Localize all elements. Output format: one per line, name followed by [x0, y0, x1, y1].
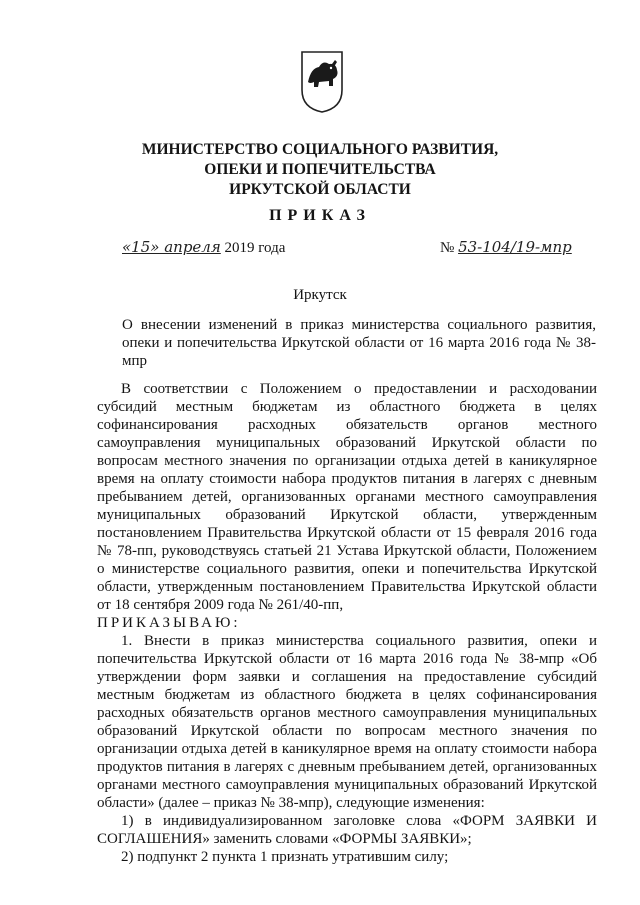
ministry-name-line2: ОПЕКИ И ПОПЕЧИТЕЛЬСТВА	[204, 161, 436, 178]
order-body	[97, 380, 597, 866]
handwritten-number: 53-104/19-мпр	[458, 238, 572, 256]
document-type-title: ПРИКАЗ	[269, 207, 371, 224]
ministry-name-line1: МИНИСТЕРСТВО СОЦИАЛЬНОГО РАЗВИТИЯ,	[141, 141, 499, 158]
order-date	[122, 238, 285, 257]
order-number	[440, 238, 572, 257]
order-word: ПРИКАЗЫВАЮ:	[97, 615, 241, 631]
date-year: 2019 года	[224, 240, 286, 256]
order-subject: О внесении изменений в приказ министерства социального развития, опеки и попечительства Иркутской области от 16 марта 2016 года № 38-мпр	[122, 317, 596, 369]
city-name: Иркутск	[293, 287, 347, 303]
ministry-name-line3: ИРКУТСКОЙ ОБЛАСТИ	[229, 181, 411, 198]
number-sign: №	[440, 240, 455, 256]
subitem-2-paragraph: 2) подпункт 2 пункта 1 признать утратившим силу;	[121, 849, 449, 865]
handwritten-date: «15» апреля	[122, 238, 221, 256]
preamble-paragraph: В соответствии с Положением о предоставлении и расходовании субсидий местным бюджетам из областного бюджета в целях софинансирования расходных обязательств органов местного самоуправления муниципальных образований Иркутской области по вопросам местного значения по организации отдыха детей в каникулярное время на оплату стоимости набора продуктов питания в лагерях с дневным пребыванием детей, организованных органами местного самоуправления муниципальных образований Иркутской области, утвержденным постановлением Правительства Иркутской области от 15 февраля 2016 года № 78-пп, руководствуясь статьей 21 Устава Иркутской области, Положением о министерстве социального развития, опеки и попечительства Иркутской области, утвержденным постановлением Правительства Иркутской области от 18 сентября 2009 года № 261/40-пп,	[97, 381, 597, 613]
item-1-paragraph: 1. Внести в приказ министерства социального развития, опеки и попечительства Иркутской области от 16 марта 2016 года № 38-мпр «Об утверждении форм заявки и соглашения на предоставление субсидий местным бюджетам из областного бюджета в целях софинансирования расходных обязательств органов местного самоуправления муниципальных образований Иркутской области по вопросам местного значения по организации отдыха детей в каникулярное время на оплату стоимости набора продуктов питания в лагерях с дневным пребыванием детей, организованных органами местного самоуправления муниципальных образований Иркутской области» (далее – приказ № 38-мпр), следующие изменения:	[97, 633, 597, 811]
subitem-1-paragraph: 1) в индивидуализированном заголовке слова «ФОРМ ЗАЯВКИ И СОГЛАШЕНИЯ» заменить словами «ФОРМЫ ЗАЯВКИ»;	[97, 813, 597, 847]
coat-of-arms-emblem	[299, 46, 345, 114]
